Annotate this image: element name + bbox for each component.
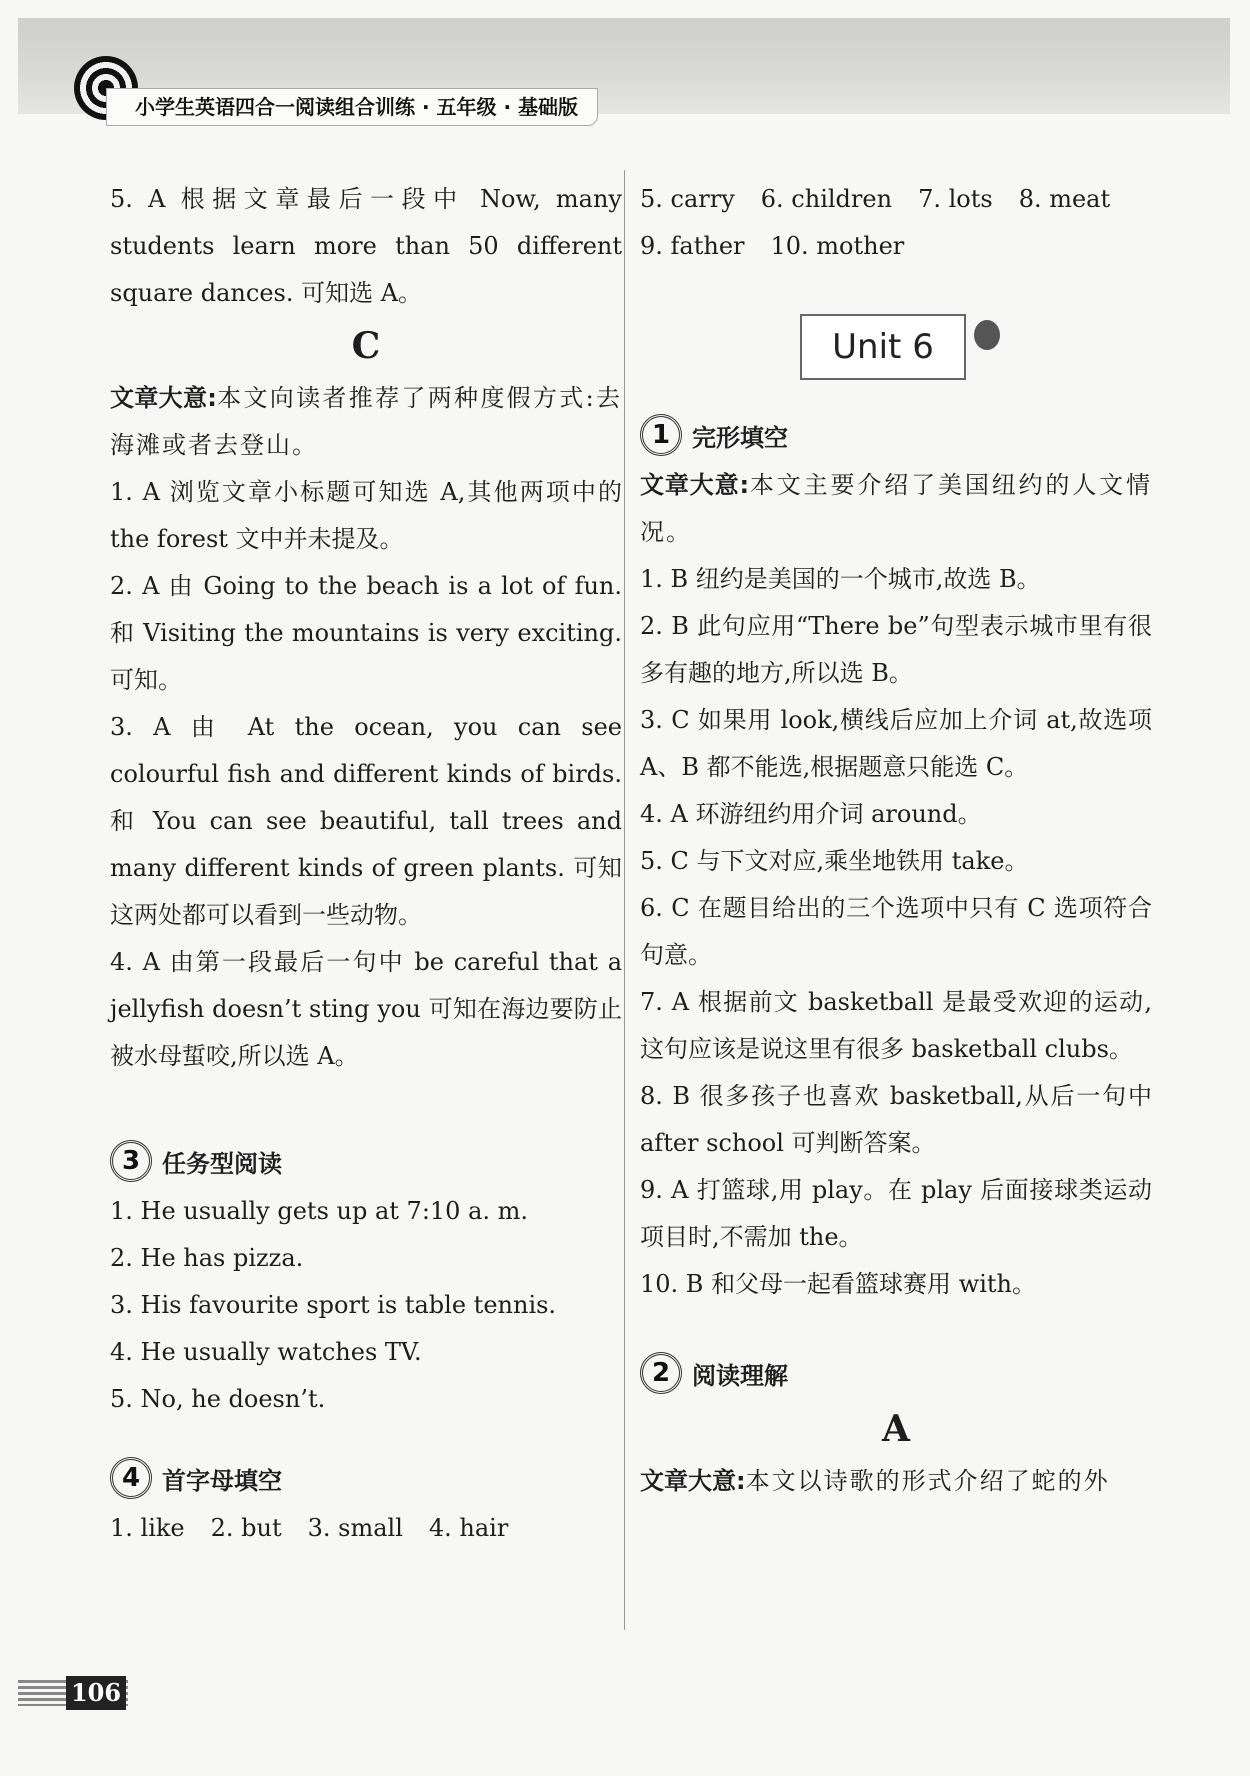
answer-item: 1. like <box>110 1514 185 1542</box>
summary-label: 文章大意: <box>640 471 750 499</box>
answer-item: 5. carry <box>640 185 735 213</box>
section-title: 任务型阅读 <box>162 1149 282 1178</box>
section-letter: A <box>882 1408 910 1450</box>
answer-item: 4. A 环游纽约用介词 around。 <box>640 800 982 828</box>
column-divider <box>624 170 625 1630</box>
answer-row <box>640 176 1152 223</box>
section-number-icon: 2 <box>640 1352 682 1394</box>
answer-item: 4. A 由第一段最后一句中 be careful that a jellyfish doesn’t sting you 可知在海边要防止被水母蜇咬,所以选 A。 <box>110 948 622 1070</box>
answer-item: 3. A 由 At the ocean, you can see colourful fish and different kinds of birds. 和 You can see beautiful, tall trees and many different kinds of green plants. 可知这两处都可以看到一些动物。 <box>110 713 622 929</box>
answer-item: 2. He has pizza. <box>110 1244 304 1272</box>
answer-item: 4. hair <box>428 1514 509 1542</box>
answer-item: 9. A 打篮球,用 play。在 play 后面接球类运动项目时,不需加 the。 <box>640 1176 1152 1251</box>
left-column <box>110 176 622 1552</box>
section-number-icon: 3 <box>110 1140 152 1182</box>
book-title: 小学生英语四合一阅读组合训练 · 五年级 · 基础版 <box>106 88 598 126</box>
unit-banner <box>640 270 1152 400</box>
article-summary <box>110 375 622 469</box>
answer-item: 5. A 根据文章最后一段中 Now, many students learn more than 50 different square dances. 可知选 A。 <box>110 185 622 307</box>
answer-item: 3. C 如果用 look,横线后应加上介词 at,故选项 A、B 都不能选,根据题意只能选 C。 <box>640 706 1152 781</box>
section-title: 阅读理解 <box>692 1361 788 1390</box>
answer-item: 1. A 浏览文章小标题可知选 A,其他两项中的 the forest 文中并未提及。 <box>110 478 622 553</box>
answer-item: 8. B 很多孩子也喜欢 basketball,从后一句中 after school 可判断答案。 <box>640 1082 1152 1157</box>
answer-row <box>110 1505 622 1552</box>
answer-item: 10. mother <box>770 232 905 260</box>
summary-text: 本文以诗歌的形式介绍了蛇的外 <box>745 1467 1110 1495</box>
article-summary <box>640 462 1152 556</box>
character-head-icon <box>974 320 1000 350</box>
answer-item: 10. B 和父母一起看篮球赛用 with。 <box>640 1270 1037 1298</box>
summary-label: 文章大意: <box>640 1467 746 1495</box>
answer-item: 7. lots <box>918 185 993 213</box>
answer-item: 7. A 根据前文 basketball 是最受欢迎的运动,这句应该是说这里有很多 basketball clubs。 <box>640 988 1152 1063</box>
article-summary <box>640 1458 1152 1505</box>
answer-row <box>640 223 1152 270</box>
summary-label: 文章大意: <box>110 384 217 412</box>
answer-item: 2. A 由 Going to the beach is a lot of fun. 和 Visiting the mountains is very exciting. 可知。 <box>110 572 622 694</box>
section-letter: C <box>351 325 381 367</box>
section-title: 完形填空 <box>692 423 788 452</box>
page-number: 106 <box>66 1676 126 1710</box>
section-header-1 <box>640 408 1152 462</box>
answer-item: 4. He usually watches TV. <box>110 1338 422 1366</box>
section-number-icon: 4 <box>110 1457 152 1499</box>
answer-item: 9. father <box>640 232 745 260</box>
section-title: 首字母填空 <box>162 1466 282 1495</box>
answer-item: 3. small <box>307 1514 403 1542</box>
summary-text: 本文向读者推荐了两种度假方式:去海滩或者去登山。 <box>110 384 622 459</box>
section-header-4 <box>110 1451 622 1505</box>
section-header-3 <box>110 1134 622 1188</box>
answer-item: 2. B 此句应用“There be”句型表示城市里有很多有趣的地方,所以选 B。 <box>640 612 1152 687</box>
answer-item: 5. C 与下文对应,乘坐地铁用 take。 <box>640 847 1029 875</box>
section-header-2 <box>640 1346 1152 1400</box>
summary-text: 本文主要介绍了美国纽约的人文情况。 <box>640 471 1153 546</box>
unit-label: Unit 6 <box>800 314 966 380</box>
answer-item: 8. meat <box>1018 185 1111 213</box>
answer-item: 2. but <box>210 1514 282 1542</box>
answer-item: 1. B 纽约是美国的一个城市,故选 B。 <box>640 565 1041 593</box>
answer-item: 6. C 在题目给出的三个选项中只有 C 选项符合句意。 <box>640 894 1152 969</box>
right-column <box>640 176 1152 1505</box>
section-number-icon: 1 <box>640 414 682 456</box>
answer-item: 3. His favourite sport is table tennis. <box>110 1291 557 1319</box>
answer-item: 1. He usually gets up at 7:10 a. m. <box>110 1197 529 1225</box>
answer-item: 5. No, he doesn’t. <box>110 1385 326 1413</box>
answer-item: 6. children <box>760 185 893 213</box>
